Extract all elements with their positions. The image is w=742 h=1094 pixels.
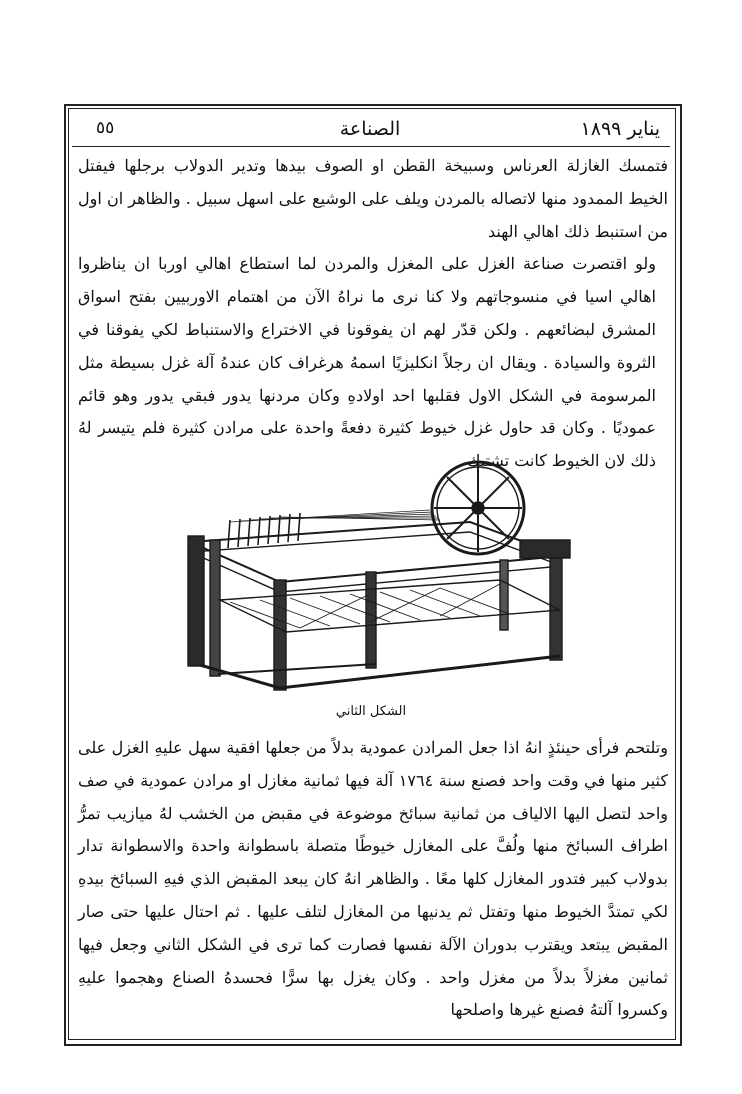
figure-caption: الشكل الثاني: [335, 704, 407, 719]
issue-date: يناير ١٨٩٩: [580, 118, 660, 140]
spinning-jenny-engraving-icon: [170, 460, 590, 700]
header-rule: [72, 146, 670, 147]
article-body-bottom: [78, 732, 668, 1027]
article-body-top: [78, 150, 668, 478]
journal-section-title: الصناعة: [339, 118, 401, 140]
paragraph-2: ولو اقتصرت صناعة الغزل على المغزل والمردن لما استطاع اهالي اوربا ان يناظروا اهالي اسيا في منسوجاتهم ولا كنا نرى ما نراهُ الآن من اهتمام الاوربيين بفتح اسواق المشرق لبضائعهم . ولكن قدّر لهم ان يفوقونا في الاختراع والاستنباط لكي يفوقنا في الثروة والسيادة . ويقال ان رجلاً انكليزيًا اسمهُ هرغراف كان عندهُ آلة غزل بسيطة مثل المرسومة في الشكل الاول فقلبها احد اولادهِ وكان مردنها يدور فبقي يدور وهو قائم عموديًا . وكان قد حاول غزل خيوط كثيرة دفعةً واحدة على مرادن كثيرة فلم يتيسر لهُ ذلك لان الخيوط كانت تشتبك: [78, 254, 656, 471]
running-header: [80, 116, 660, 146]
page-number: ٥٥: [96, 118, 115, 138]
paragraph-1: فتمسك الغازلة العرناس وسبيخة القطن او الصوف بيدها وتدير الدولاب برجلها فيفتل الخيط الممدود منها لاتصاله بالمردن ويلف على الوشيع على اسهل سبيل . والظاهر ان اول من استنبط ذلك اهالي الهند: [78, 156, 668, 241]
paragraph-3: وتلتحم فرأى حينئذٍ انهُ اذا جعل المرادن عمودية بدلاً من جعلها افقية سهل عليهِ الغزل على كثير منها في وقت واحد فصنع سنة ١٧٦٤ آلة فيها ثمانية مغازل او مرادن عمودية في صف واحد لتصل اليها الالياف من ثمانية سبائخ موضوعة في مقبض من الخشب لهُ ميازيب تمرُّ اطراف السبائخ منها ولُفَّ على المغازل خيوطًا متصلة باسطوانة واحدة والاسطوانة تدار بدولاب كبير فتدور المغازل كلها معًا . والظاهر انهُ كان يبعد المقبض الذي فيهِ السبائخ بيدهِ لكي تمتدَّ الخيوط منها وتفتل ثم يدنيها من المغازل لتلف عليها . ثم احتال عليها حتى صار المقبض يبتعد ويقترب بدوران الآلة نفسها فصارت كما ترى في الشكل الثاني وجعل فيها ثمانين مغزلاً بدلاً من مغزل واحد . وكان يغزل بها سرًّا فحسدهُ الصناع وهجموا عليهِ وكسروا آلتهُ فصنع غيرها واصلحها: [78, 738, 669, 1020]
